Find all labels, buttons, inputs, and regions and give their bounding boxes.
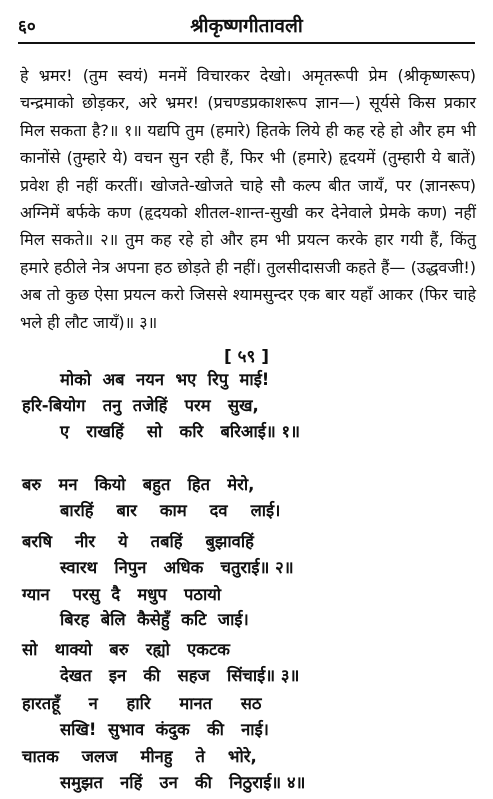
verse-line: बारहिं बार काम दव लाई। <box>60 501 281 520</box>
verse-line: समुझत नहिं उन की निठुराई॥ ४॥ <box>60 773 306 792</box>
page-title: श्रीकृष्णगीतावली <box>190 15 303 37</box>
page-number: ६० <box>18 17 36 37</box>
verse-line: ए राखहिं सो करि बरिआई॥ १॥ <box>60 422 300 441</box>
verse-line: ग्यान परसु दै मधुप पठायो <box>22 585 222 604</box>
verse-line: बरषि नीर ये तबहिं बुझावहिं <box>22 532 254 551</box>
verse-line: हारतहूँ न हारि मानत सठ <box>22 694 262 713</box>
verse-line: मोको अब नयन भए रिपु माई! <box>60 370 270 389</box>
page-header <box>18 4 475 44</box>
verse-line: बरु मन कियो बहुत हित मेरो, <box>22 475 255 494</box>
verse-line: बिरह बेलि कैसेहुँ कटि जाई। <box>60 610 249 629</box>
verse-line: सखि! सुभाव कंदुक की नाई। <box>60 720 269 739</box>
verse-number: [ ५९ ] <box>223 347 270 367</box>
commentary-paragraph: हे भ्रमर! (तुम स्वयं) मनमें विचारकर देखो। अमृतरूपी प्रेम (श्रीकृष्णरूप) चन्द्रमाको छोड़कर, अरे भ्रमर! (प्रचण्डप्रकाशरूप ज्ञान—) सूर्यसे किस प्रकार मिल सकता है?॥ १॥ यद्यपि तुम (हमारे) हितके लिये ही कह रहे हो और हम भी कानोंसे (तुम्हारे ये) वचन सुन रही हैं, फिर भी (हमारे) हृदयमें (तुम्हारी ये बातें) प्रवेश ही नहीं करतीं। खोजते-खोजते चाहे सौ कल्प बीत जायँ, पर (ज्ञानरूप) अग्निमें बर्फके कण (हृदयको शीतल-शान्त-सुखी कर देनेवाले प्रेमके कण) नहीं मिल सकते॥ २॥ तुम कह रहे हो और हम भी प्रयत्न करके हार गयी हैं, किंतु हमारे हठीले नेत्र अपना हठ छोड़ते ही नहीं। तुलसीदासजी कहते हैं— (उद्धवजी!) अब तो कुछ ऐसा प्रयत्न करो जिससे श्यामसुन्दर एक बार यहाँ आकर (फिर चाहे भले ही लौट जायँ)॥ ३॥ <box>20 66 476 332</box>
verse-line: देखत इन की सहज सिंचाई॥ ३॥ <box>60 666 300 685</box>
verse-line: हरि-बियोग तनु तजेहिं परम सुख, <box>22 396 259 415</box>
verse-line: सो थाक्यो बरु रह्यो एकटक <box>22 640 230 659</box>
verse-line: चातक जलज मीनहु ते भोरे, <box>22 747 257 766</box>
verse-line: स्वारथ निपुन अधिक चतुराई॥ २॥ <box>60 558 294 577</box>
